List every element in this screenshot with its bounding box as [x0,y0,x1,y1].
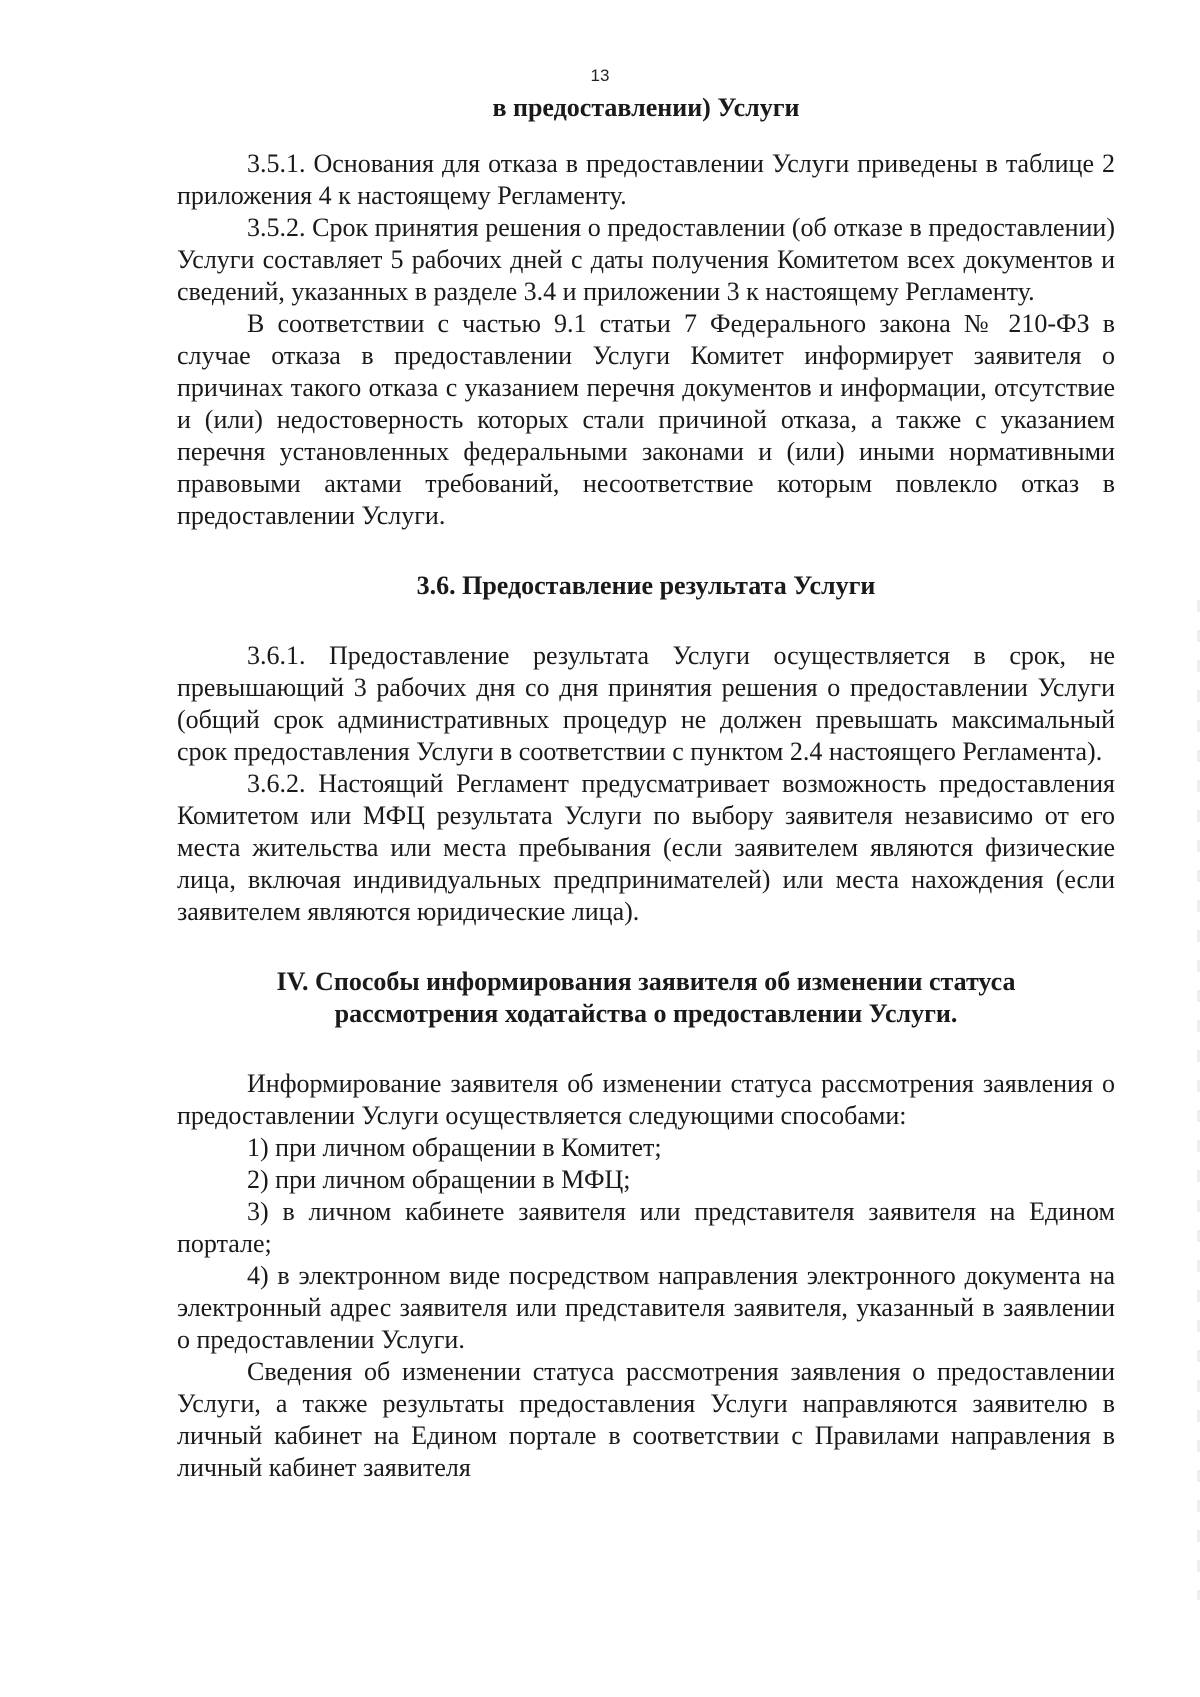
list-item-2: 2) при личном обращении в МФЦ; [247,1165,631,1194]
list-item-3: 3) в личном кабинете заявителя или представителя заявителя на Едином портале; [177,1197,1115,1258]
paragraph-iv-intro: Информирование заявителя об изменении статуса рассмотрения заявления о предоставлении Услуги осуществляется следующими способами: [177,1069,1115,1130]
paragraph-3-6-2: 3.6.2. Настоящий Регламент предусматривает возможность предоставления Комитетом или МФЦ результата Услуги по выбору заявителя независимо от его места жительства или места пребывания (если заявителем являются физические лица, включая индивидуальных предпринимателей) или места нахождения (если заявителем являются юридические лица). [177,769,1115,926]
heading-continuation: в предоставлении) Услуги [492,93,800,122]
document-body [177,92,1115,1484]
heading-3-6: 3.6. Предоставление результата Услуги [416,571,876,600]
heading-section-iv-line1: IV. Способы информирования заявителя об изменении статуса [276,967,1016,996]
paragraph-iv-closing: Сведения об изменении статуса рассмотрения заявления о предоставлении Услуги, а также результаты предоставления Услуги направляются заявителю в личный кабинет на Едином портале в соответствии с Правилами направления в личный кабинет заявителя [177,1357,1115,1482]
spacer [177,602,1115,640]
page-number: 13 [590,66,610,85]
spacer [177,928,1115,966]
paragraph-3-5-refusal-info: В соответствии с частью 9.1 статьи 7 Федерального закона № 210-ФЗ в случае отказа в предоставлении Услуги Комитет информирует заявителя о причинах такого отказа с указанием перечня документов и информации, отсутствие и (или) недостоверность которых стали причиной отказа, а также с указанием перечня установленных федеральными законами и (или) иными нормативными правовыми актами требований, несоответствие которым повлекло отказ в предоставлении Услуги. [177,309,1115,530]
paragraph-3-5-1: 3.5.1. Основания для отказа в предоставлении Услуги приведены в таблице 2 приложения 4 к настоящему Регламенту. [177,149,1115,210]
paragraph-3-6-1: 3.6.1. Предоставление результата Услуги осуществляется в срок, не превышающий 3 рабочих дня со дня принятия решения о предоставлении Услуги (общий срок административных процедур не должен превышать максимальный срок предоставления Услуги в соответствии с пунктом 2.4 настоящего Регламента). [177,641,1115,766]
spacer [177,532,1115,570]
list-item-1: 1) при личном обращении в Комитет; [247,1133,662,1162]
spacer [177,124,1115,148]
list-item-4: 4) в электронном виде посредством направления электронного документа на электронный адрес заявителя или представителя заявителя, указанный в заявлении о предоставлении Услуги. [177,1261,1115,1354]
heading-section-iv-line2: рассмотрения ходатайства о предоставлении Услуги. [334,999,958,1028]
spacer [177,1030,1115,1068]
paragraph-3-5-2: 3.5.2. Срок принятия решения о предоставлении (об отказе в предоставлении) Услуги составляет 5 рабочих дней с даты получения Комитетом всех документов и сведений, указанных в разделе 3.4 и приложении 3 к настоящему Регламенту. [177,213,1115,306]
